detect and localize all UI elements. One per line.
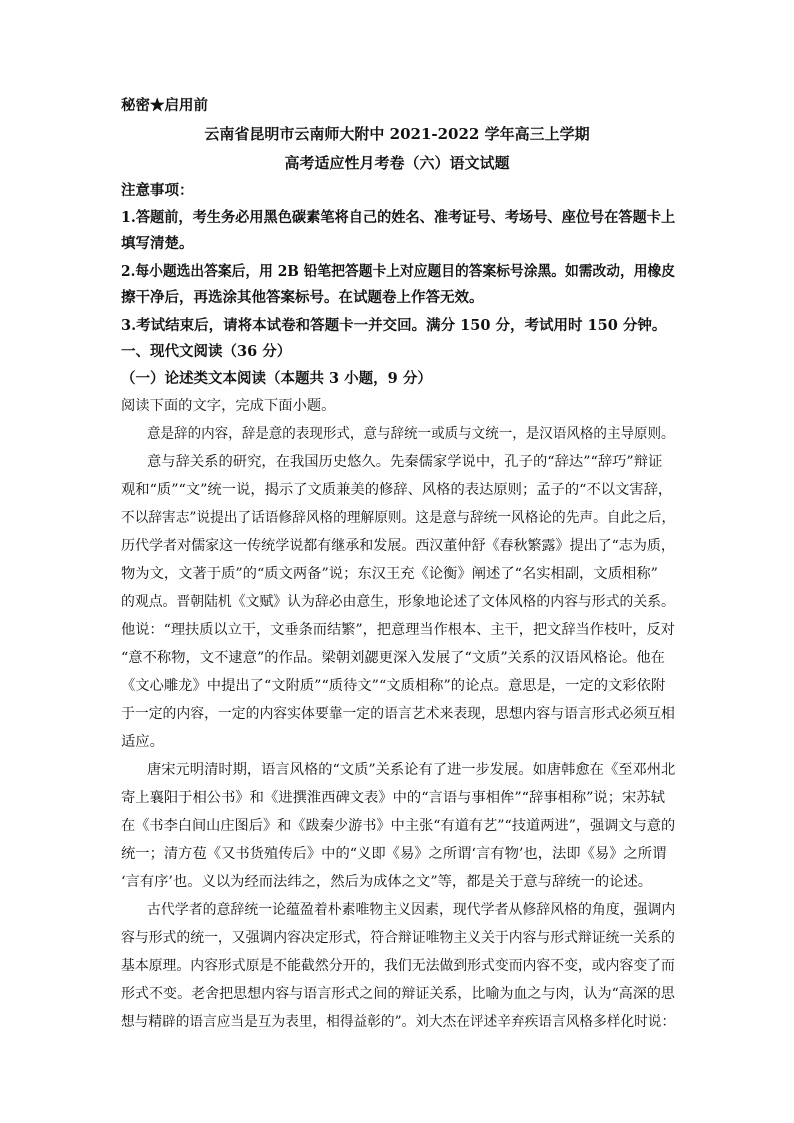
body-line: 意与辞关系的研究，在我国历史悠久。先秦儒家学说中，孔子的“辞达”“辞巧”辩证 — [147, 454, 663, 470]
notice-line: 擦干净后，再选涂其他答案标号。在试题卷上作答无效。 — [121, 289, 484, 306]
notice-line: 1.答题前，考生务必用黑色碳素笔将自己的姓名、准考证号、考场号、座位号在答题卡上 — [121, 209, 676, 226]
body-line: 不以辞害志”说提出了话语修辞风格的理解原则。这是意与辞统一风格论的先声。自此之后， — [121, 510, 676, 526]
body-line: 的观点。晋朝陆机《文赋》认为辞必由意生，形象地论述了文体风格的内容与形式的关系。 — [121, 594, 675, 610]
body-line: “意不称物，文不逮意”的作品。梁朝刘勰更深入发展了“文质”关系的汉语风格论。他在 — [121, 650, 665, 666]
body-line: 于一定的内容，一定的内容实体要靠一定的语言艺术来表现，思想内容与语言形式必须互相 — [121, 706, 675, 722]
body-line: 适应。 — [121, 734, 164, 750]
secret-label: 秘密★启用前 — [121, 97, 208, 114]
body-line: 在《书李白间山庄图后》和《跋秦少游书》中主张“有道有艺”“技道两进”，强调文与意的 — [121, 818, 676, 834]
body-line: 意是辞的内容，辞是意的表现形式，意与辞统一或质与文统一，是汉语风格的主导原则。 — [147, 426, 675, 442]
body-line: 容与形式的统一，又强调内容决定形式，符合辩证唯物主义关于内容与形式辩证统一关系的 — [121, 930, 675, 946]
body-line: 观和“质”“文”统一说，揭示了文质兼美的修辞、风格的表达原则；孟子的“不以文害辞， — [121, 482, 673, 498]
body-line: 基本原理。内容形式原是不能截然分开的，我们无法做到形式变而内容不变，或内容变了而 — [121, 958, 675, 974]
body-line: 唐宋元明清时期，语言风格的“文质”关系论有了进一步发展。如唐韩愈在《至邓州北 — [147, 762, 676, 778]
notice-line: 3.考试结束后，请将本试卷和答题卡一并交回。满分 150 分，考试用时 150 分钟。 — [121, 317, 667, 334]
body-line: 物为文，文著于质”的“质文两备”说；东汉王充《论衡》阐述了“名实相副，文质相称” — [121, 566, 658, 582]
section-subtitle: （一）论述类文本阅读（本题共 3 小题，9 分） — [121, 370, 432, 387]
exam-title-line2: 高考适应性月考卷（六）语文试题 — [284, 154, 510, 172]
body-line: 《文心雕龙》中提出了“文附质”“质待文”“文质相称”的论点。意思是，一定的文彩依附 — [121, 678, 666, 694]
body-line: 形式不变。老舍把思想内容与语言形式之间的辩证关系，比喻为血之与肉，认为“高深的思 — [121, 986, 675, 1002]
notice-line: 填写清楚。 — [121, 235, 194, 252]
body-line: 统一；清方苞《又书货殖传后》中的“义即《易》之所谓‘言有物’也，法即《易》之所谓 — [121, 846, 667, 862]
notice-heading: 注意事项： — [121, 182, 194, 199]
exam-title-line1: 云南省昆明市云南师大附中 2021-2022 学年高三上学期 — [204, 125, 590, 143]
instruction-text: 阅读下面的文字，完成下面小题。 — [121, 398, 336, 414]
body-line: ‘言有序’也。义以为经而法纬之，然后为成体之文”等，都是关于意与辞统一的论述。 — [121, 874, 653, 890]
body-line: 寄上襄阳于相公书》和《进撰淮西碑文表》中的“言语与事相侔”“辞事相称”说；宋苏轼 — [121, 790, 665, 806]
body-line: 想与精辟的语言应当是互为表里，相得益彰的”。刘大杰在评述辛弃疾语言风格多样化时说： — [121, 1014, 676, 1030]
section-title: 一、现代文阅读（36 分） — [121, 343, 292, 360]
body-line: 他说：“理扶质以立干，文垂条而结繁”，把意理当作根本、主干，把文辞当作枝叶，反对 — [121, 622, 675, 638]
body-line: 历代学者对儒家这一传统学说都有继承和发展。西汉董仲舒《春秋繁露》提出了“志为质， — [121, 538, 675, 554]
body-line: 古代学者的意辞统一论蕴盈着朴素唯物主义因素，现代学者从修辞风格的角度，强调内 — [147, 902, 676, 918]
notice-line: 2.每小题选出答案后，用 2B 铅笔把答题卡上对应题目的答案标号涂黑。如需改动，用橡皮 — [121, 263, 676, 280]
